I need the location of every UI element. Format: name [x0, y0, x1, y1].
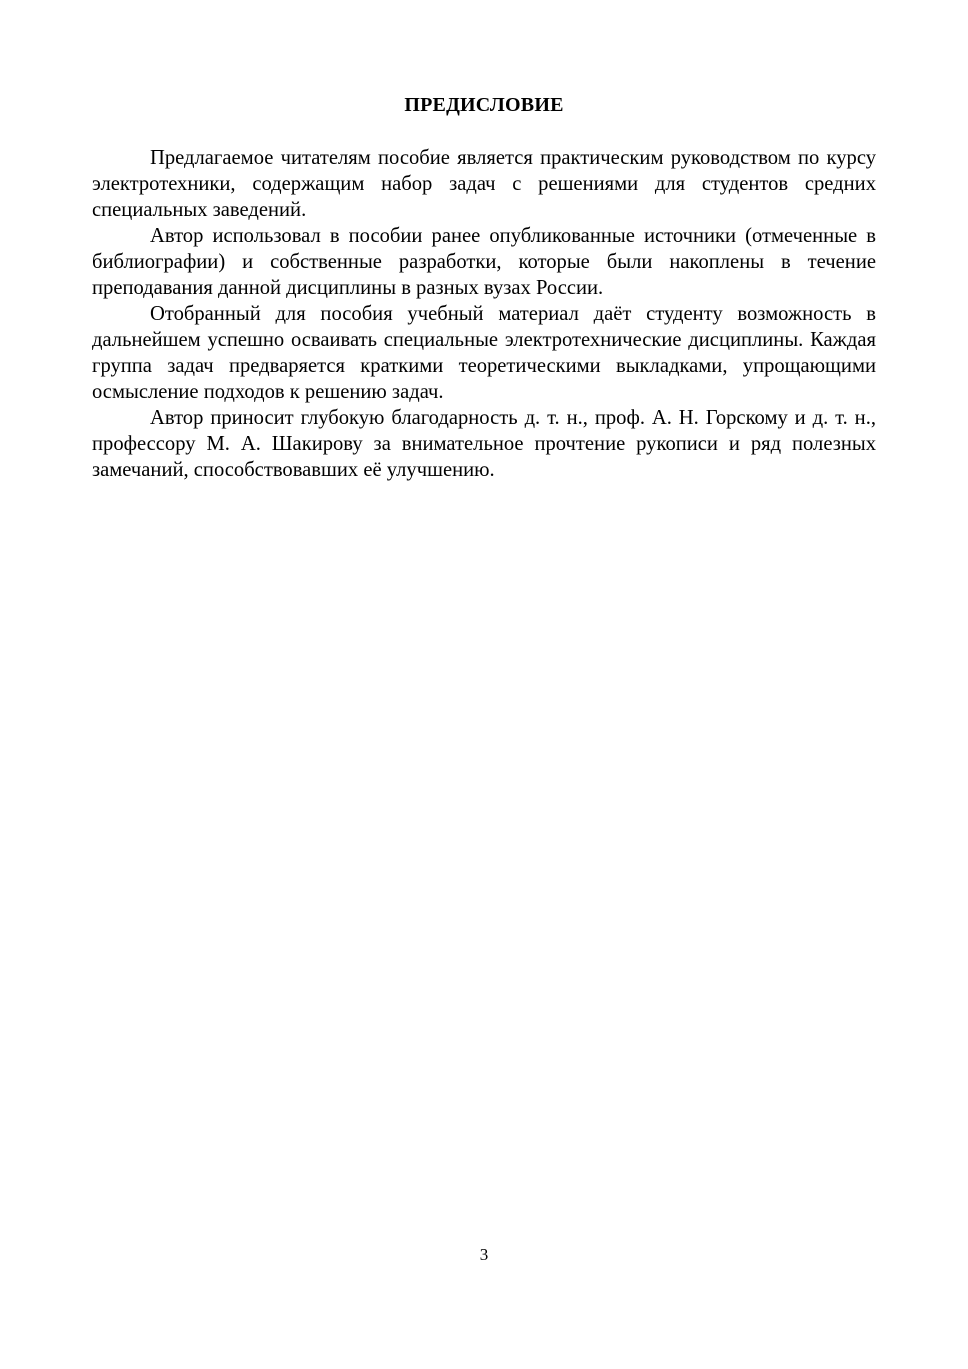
page-title: ПРЕДИСЛОВИЕ — [404, 94, 564, 116]
page-number: 3 — [479, 1245, 489, 1264]
preface-body — [92, 145, 876, 483]
paragraph-4: Автор приносит глубокую благодарность д. т. н., проф. А. Н. Горскому и д. т. н., профессору М. А. Шакирову за внимательное прочтение рукописи и ряд полезных замечаний, способствовавших её улучшению. — [92, 407, 876, 481]
paragraph-3: Отобранный для пособия учебный материал даёт студенту возможность в дальнейшем успешно осваивать специальные электротехнические дисциплины. Каждая группа задач предваряется краткими теоретическими выкладками, упрощающими осмысление подходов к решению задач. — [92, 303, 876, 403]
paragraph-2: Автор использовал в пособии ранее опубликованные источники (отмеченные в библиографии) и собственные разработки, которые были накоплены в течение преподавания данной дисциплины в разных вузах России. — [92, 225, 876, 299]
paragraph-1: Предлагаемое читателям пособие является практическим руководством по курсу электротехники, содержащим набор задач с решениями для студентов средних специальных заведений. — [92, 147, 876, 221]
